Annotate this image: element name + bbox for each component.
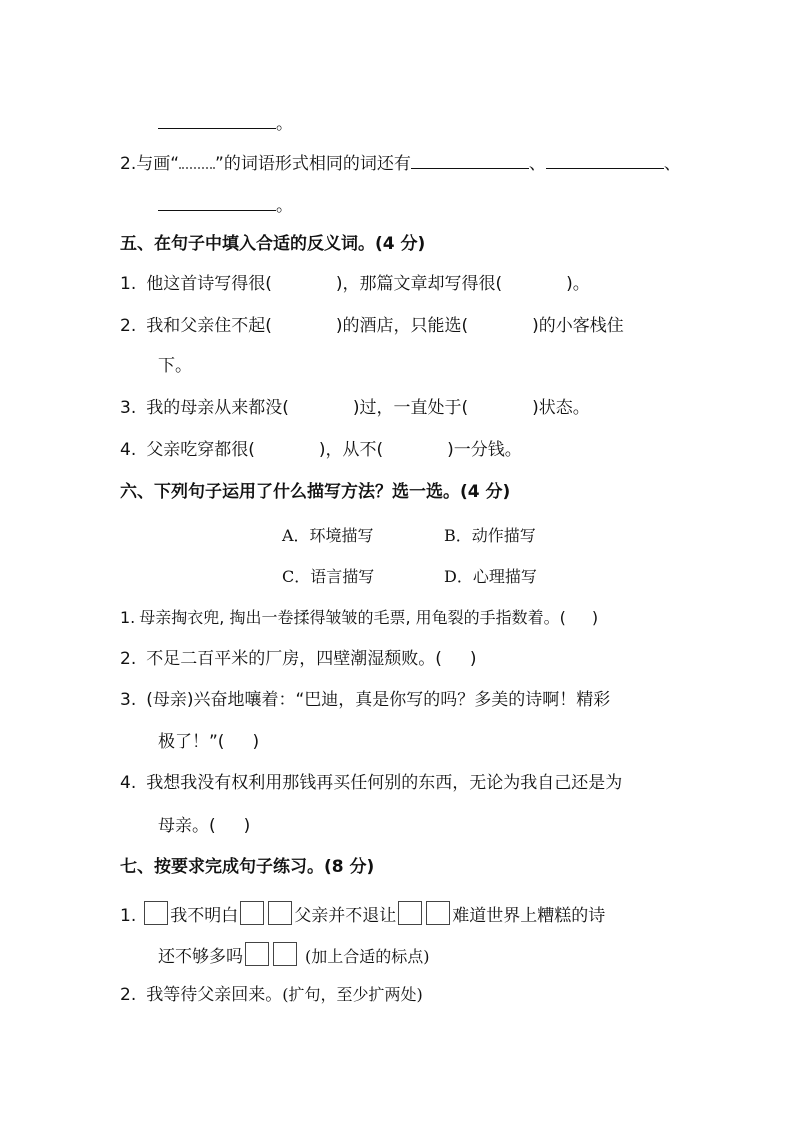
wavy-underline-sample: [179, 155, 215, 169]
s5-item-2-cont: 下。: [158, 356, 192, 376]
answer-blank[interactable]: [546, 150, 664, 169]
option-a: A．环境描写: [282, 526, 374, 545]
option-d: D．心理描写: [444, 567, 537, 586]
s7-item-2: 2. 我等待父亲回来。(扩句，至少扩两处): [120, 985, 423, 1005]
punctuation-box[interactable]: [240, 901, 264, 925]
s5-item-4: 4. 父亲吃穿都很( )，从不( )一分钱。: [120, 440, 522, 460]
s6-item-2: 2. 不足二百平米的厂房，四壁潮湿颓败。( ): [120, 649, 477, 669]
punctuation-box[interactable]: [245, 942, 269, 966]
answer-line-1: 。: [158, 110, 293, 136]
option-c: C．语言描写: [282, 567, 375, 586]
instruction-hint: (扩句，至少扩两处): [282, 985, 423, 1004]
punctuation-box[interactable]: [426, 901, 450, 925]
s6-item-3-cont: 极了！”( ): [158, 732, 260, 752]
s7-item-1-cont: 还不够多吗 (加上合适的标点): [158, 942, 430, 969]
punctuation-box[interactable]: [144, 901, 168, 925]
s6-item-3: 3. (母亲)兴奋地嚷着：“巴迪，真是你写的吗？多美的诗啊！精彩: [120, 690, 611, 710]
answer-blank[interactable]: [158, 192, 276, 211]
instruction-hint: (加上合适的标点): [305, 947, 430, 966]
question-4-2: 2.与画“ ”的词语形式相同的词还有 、 、: [120, 150, 681, 176]
section-6-title: 六、下列句子运用了什么描写方法？选一选。(4 分): [120, 482, 511, 502]
question-number: 2.: [120, 154, 137, 174]
s6-item-4: 4. 我想我没有权利用那钱再买任何别的东西，无论为我自己还是为: [120, 773, 623, 793]
s6-item-4-cont: 母亲。( ): [158, 816, 251, 836]
section-5-title: 五、在句子中填入合适的反义词。(4 分): [120, 234, 426, 254]
punctuation-box[interactable]: [268, 901, 292, 925]
s5-item-3: 3. 我的母亲从来都没( )过，一直处于( )状态。: [120, 398, 590, 418]
s6-item-1: 1. 母亲掏衣兜, 掏出一卷揉得皱皱的毛票, 用龟裂的手指数着。( ): [120, 608, 599, 627]
answer-blank[interactable]: [411, 150, 529, 169]
s5-item-1: 1. 他这首诗写得很( )，那篇文章却写得很( )。: [120, 274, 590, 294]
option-b: B．动作描写: [444, 526, 536, 545]
answer-blank[interactable]: [158, 110, 276, 129]
punctuation-box[interactable]: [398, 901, 422, 925]
s5-item-2: 2. 我和父亲住不起( )的酒店，只能选( )的小客栈住: [120, 316, 624, 336]
section-7-title: 七、按要求完成句子练习。(8 分): [120, 857, 375, 877]
answer-line-2: 。: [158, 192, 293, 218]
punctuation-box[interactable]: [273, 942, 297, 966]
s7-item-1: 1. 我不明白 父亲并不退让 难道世界上糟糕的诗: [120, 901, 605, 928]
